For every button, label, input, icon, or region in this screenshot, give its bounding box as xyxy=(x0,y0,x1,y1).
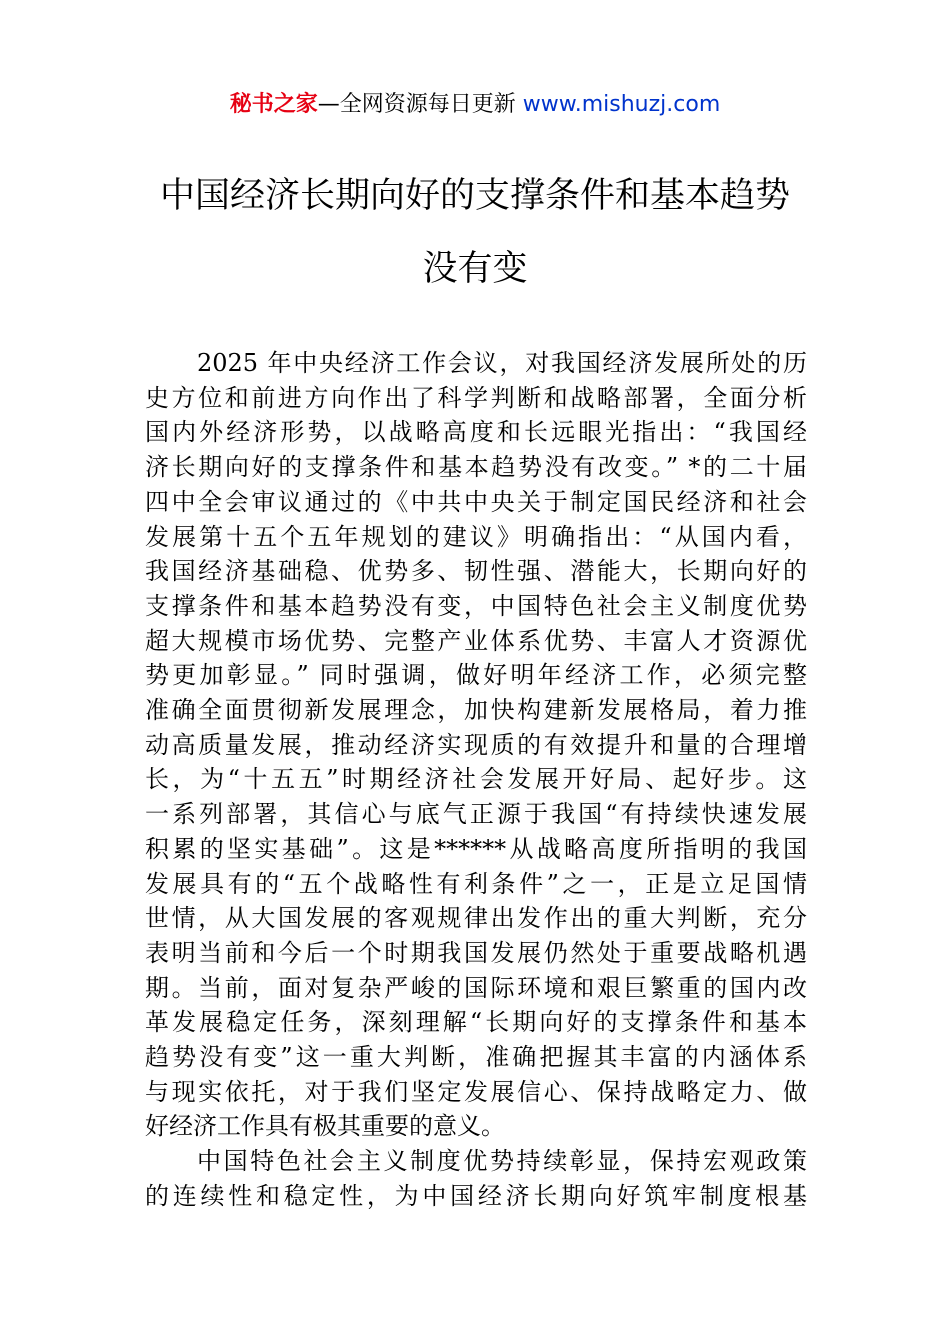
document-body xyxy=(145,346,807,1214)
site-header xyxy=(0,88,950,122)
paragraph-line: 革发展稳定任务，深刻理解“长期向好的支撑条件和基本 xyxy=(145,1008,807,1037)
paragraph-line: 2025 年中央经济工作会议，对我国经济发展所处的历 xyxy=(197,349,807,377)
paragraph-line: 国内外经济形势，以战略高度和长远眼光指出：“我国经 xyxy=(145,418,807,447)
paragraph-line: 积累的坚实基础”。这是******从战略高度所指明的我国 xyxy=(145,834,807,863)
document-title-line: 没有变 xyxy=(422,249,528,289)
paragraph-line: 的连续性和稳定性，为中国经济长期向好筑牢制度根基 xyxy=(145,1181,807,1210)
document-title-line: 中国经济长期向好的支撑条件和基本趋势 xyxy=(159,176,790,216)
paragraph-line: 一系列部署，其信心与底气正源于我国“有持续快速发展 xyxy=(145,800,807,829)
paragraph-line: 准确全面贯彻新发展理念，加快构建新发展格局，着力推 xyxy=(145,696,807,725)
paragraph-line: 趋势没有变”这一重大判断，准确把握其丰富的内涵体系 xyxy=(145,1043,807,1072)
paragraph-line: 发展第十五个五年规划的建议》明确指出：“从国内看， xyxy=(145,522,807,551)
paragraph-line: 好经济工作具有极其重要的意义。 xyxy=(145,1112,505,1141)
paragraph-line: 我国经济基础稳、优势多、韧性强、潜能大，长期向好的 xyxy=(145,557,807,586)
paragraph-line: 超大规模市场优势、完整产业体系优势、丰富人才资源优 xyxy=(145,626,807,655)
paragraph-line: 四中全会审议通过的《中共中央关于制定国民经济和社会 xyxy=(145,487,807,516)
paragraph xyxy=(145,1144,807,1213)
paragraph-line: 动高质量发展，推动经济实现质的有效提升和量的合理增 xyxy=(145,730,807,759)
paragraph-line: 势更加彰显。” 同时强调，做好明年经济工作，必须完整 xyxy=(145,661,807,690)
site-url-link[interactable]: www.mishuzj.com xyxy=(522,92,721,117)
paragraph-line: 济长期向好的支撑条件和基本趋势没有改变。” *的二十届 xyxy=(145,453,807,482)
document-title xyxy=(120,160,830,306)
paragraph-line: 中国特色社会主义制度优势持续彰显，保持宏观政策 xyxy=(197,1147,807,1176)
paragraph-line: 支撑条件和基本趋势没有变，中国特色社会主义制度优势 xyxy=(145,591,807,620)
paragraph xyxy=(145,346,807,1144)
paragraph-line: 发展具有的“五个战略性有利条件”之一，正是立足国情 xyxy=(145,869,807,898)
paragraph-line: 与现实依托，对于我们坚定发展信心、保持战略定力、做 xyxy=(145,1077,807,1106)
paragraph-line: 表明当前和今后一个时期我国发展仍然处于重要战略机遇 xyxy=(145,938,807,967)
paragraph-line: 世情，从大国发展的客观规律出发作出的重大判断，充分 xyxy=(145,904,807,933)
paragraph-line: 史方位和前进方向作出了科学判断和战略部署，全面分析 xyxy=(145,383,807,412)
paragraph-line: 期。当前，面对复杂严峻的国际环境和艰巨繁重的国内改 xyxy=(145,973,807,1002)
header-tagline: —全网资源每日更新 xyxy=(317,92,516,117)
paragraph-line: 长，为“十五五”时期经济社会发展开好局、起好步。这 xyxy=(145,765,807,794)
brand-name: 秘书之家 xyxy=(229,92,318,117)
